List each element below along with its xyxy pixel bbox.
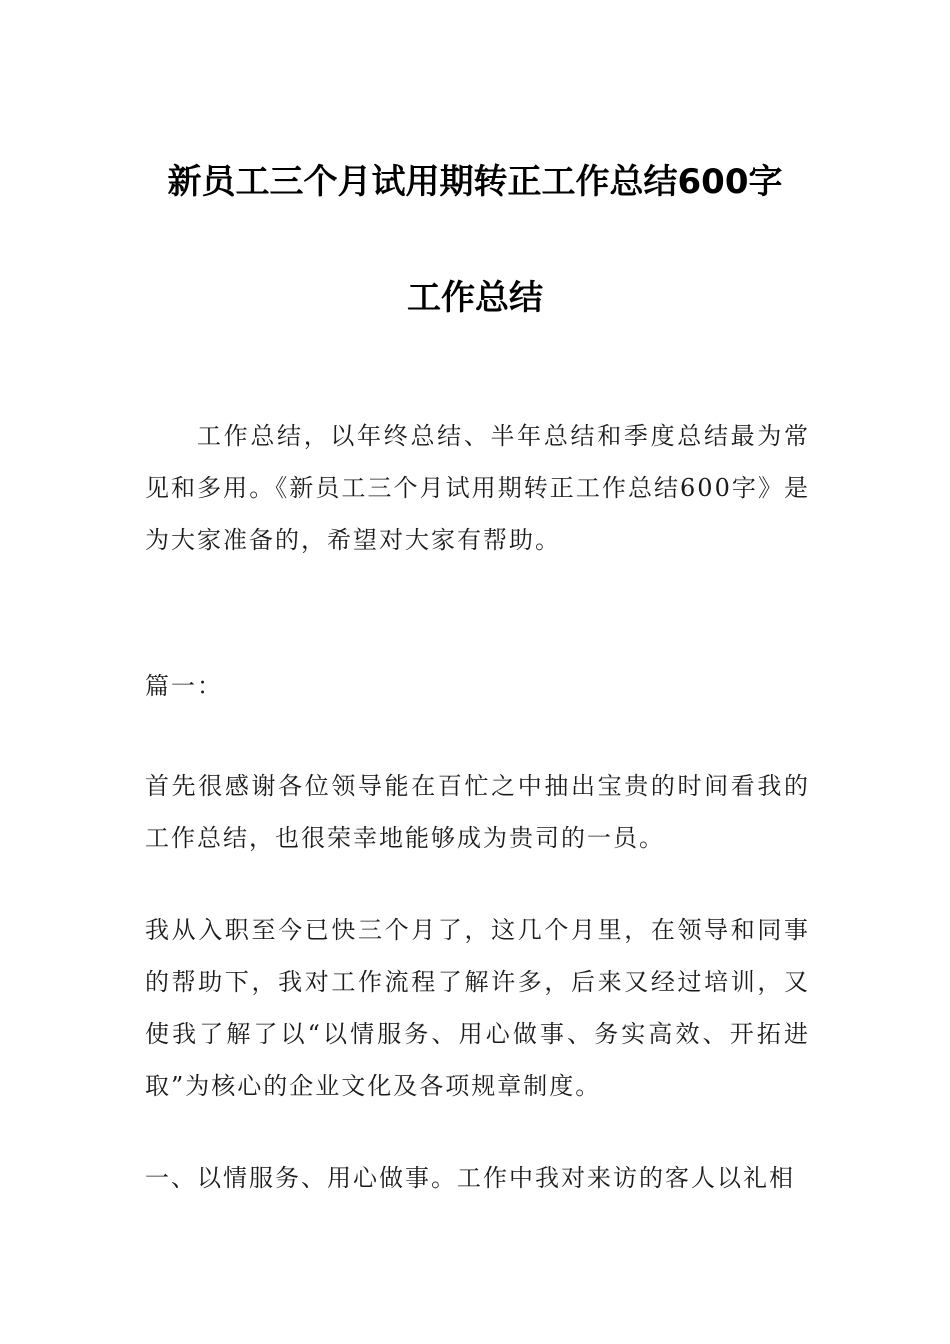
section-heading: 篇一： [145,672,223,700]
intro-paragraph: 工作总结，以年终总结、半年总结和季度总结最为常见和多用。《新员工三个月试用期转正工作总结600字》是为大家准备的，希望对大家有帮助。 [145,422,810,554]
body-paragraph: 一、以情服务、用心做事。工作中我对来访的客人以礼相 [145,1164,795,1192]
document-subtitle: 工作总结 [407,278,543,318]
document-title: 新员工三个月试用期转正工作总结600字 [167,162,783,202]
body-paragraph: 首先很感谢各位领导能在百忙之中抽出宝贵的时间看我的工作总结，也很荣幸地能够成为贵司的一员。 [145,772,810,852]
body-paragraph: 我从入职至今已快三个月了，这几个月里，在领导和同事的帮助下，我对工作流程了解许多，后来又经过培训，又使我了解了以“以情服务、用心做事、务实高效、开拓进取”为核心的企业文化及各项规章制度。 [145,916,810,1100]
